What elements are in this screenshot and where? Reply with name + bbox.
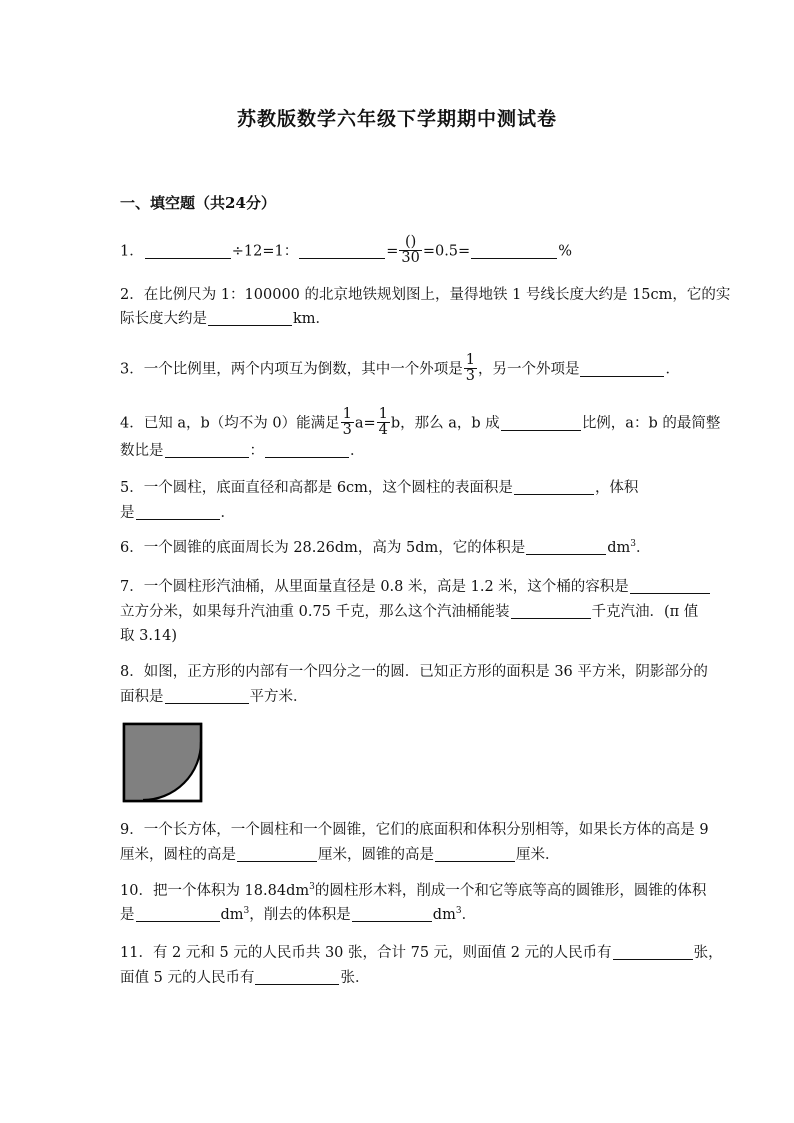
question-7-line-1: 7．一个圆柱形汽油桶，从里面量直径是 0.8 米，高是 1.2 米，这个桶的容积是 [120, 577, 711, 597]
fraction: $\frac{1}{3}$ [342, 406, 352, 438]
fraction: $\frac{1}{4}$ [378, 406, 388, 438]
question-4-line-1: 4．已知 a，b（均不为 0）能满足 $\frac{1}{3}$ a= $\frac{1}{4}$ b，那么 a，b 成 比例，a：b 的最简整 [120, 406, 721, 438]
question-7-line-2: 立方分米，如果每升汽油重 0.75 千克，那么这个汽油桶能装 千克汽油．(π 值 [120, 604, 699, 620]
answer-blank[interactable] [526, 553, 606, 555]
answer-blank[interactable] [136, 518, 220, 520]
answer-blank[interactable] [255, 983, 339, 985]
question-4-line-2: 数比是 ： ． [120, 443, 365, 459]
question-10-line-1: 10．把一个体积为 $18.84dm^3$的圆柱形木料，削成一个和它等底等高的圆锥形，圆锥的体积 [120, 882, 707, 899]
answer-blank[interactable] [613, 958, 693, 960]
question-2-line-2: 际长度大约是 km． [120, 311, 331, 327]
question-9-line-1: 9．一个长方体，一个圆柱和一个圆锥，它们的底面积和体积分别相等，如果长方体的高是 9 [120, 822, 709, 838]
answer-blank[interactable] [352, 920, 432, 922]
square-quarter-circle-figure [122, 722, 204, 804]
page-title: 苏教版数学六年级下学期期中测试卷 [236, 108, 557, 130]
question-9-line-2: 厘米，圆柱的高是 厘米，圆锥的高是 厘米． [120, 847, 560, 863]
answer-blank[interactable] [514, 493, 594, 495]
question-8-line-2: 面积是 平方米． [120, 689, 308, 705]
answer-blank[interactable] [435, 860, 515, 862]
answer-blank[interactable] [208, 324, 292, 326]
question-11-line-1: 11．有 2 元和 5 元的人民币共 30 张，合计 75 元，则面值 2 元的人民币有 张， [120, 945, 723, 961]
question-3: 3．一个比例里，两个内项互为倒数，其中一个外项是 $\frac{1}{3}$ ，另一个外项是 ． [120, 352, 680, 384]
answer-blank[interactable] [299, 257, 385, 259]
answer-blank[interactable] [265, 456, 349, 458]
answer-blank[interactable] [630, 592, 710, 594]
section-heading: 一、填空题（共24分） [120, 194, 276, 212]
answer-blank[interactable] [511, 617, 591, 619]
answer-blank[interactable] [136, 920, 220, 922]
answer-blank[interactable] [580, 375, 664, 377]
question-2-line-1: 2．在比例尺为 1：100000 的北京地铁规划图上，量得地铁 1 号线长度大约是 15cm，它的实 [120, 287, 731, 303]
answer-blank[interactable] [165, 702, 249, 704]
question-6: 6．一个圆锥的底面周长为 28.26dm，高为 5dm，它的体积是 $dm^3$． [120, 539, 651, 556]
fraction: $\frac{1}{3}$ [465, 352, 475, 384]
answer-blank[interactable] [165, 456, 249, 458]
answer-blank[interactable] [471, 257, 557, 259]
question-1: 1． ÷12=1： = $\frac{()}{30}$ =0.5= % [120, 234, 572, 266]
question-7-line-3: 取 3.14) [120, 628, 178, 644]
question-5-line-1: 5．一个圆柱，底面直径和高都是 6cm，这个圆柱的表面积是 ，体积 [120, 480, 639, 496]
answer-blank[interactable] [501, 429, 581, 431]
answer-blank[interactable] [145, 257, 231, 259]
question-10-line-2: 是 $dm^3$，削去的体积是 $dm^3$． [120, 906, 477, 923]
question-11-line-2: 面值 5 元的人民币有 张． [120, 970, 370, 986]
answer-blank[interactable] [237, 860, 317, 862]
question-5-line-2: 是 ． [120, 505, 235, 521]
fraction: $\frac{()}{30}$ [401, 234, 420, 266]
question-8-line-1: 8．如图，正方形的内部有一个四分之一的圆．已知正方形的面积是 36 平方米，阴影部分的 [120, 664, 708, 680]
